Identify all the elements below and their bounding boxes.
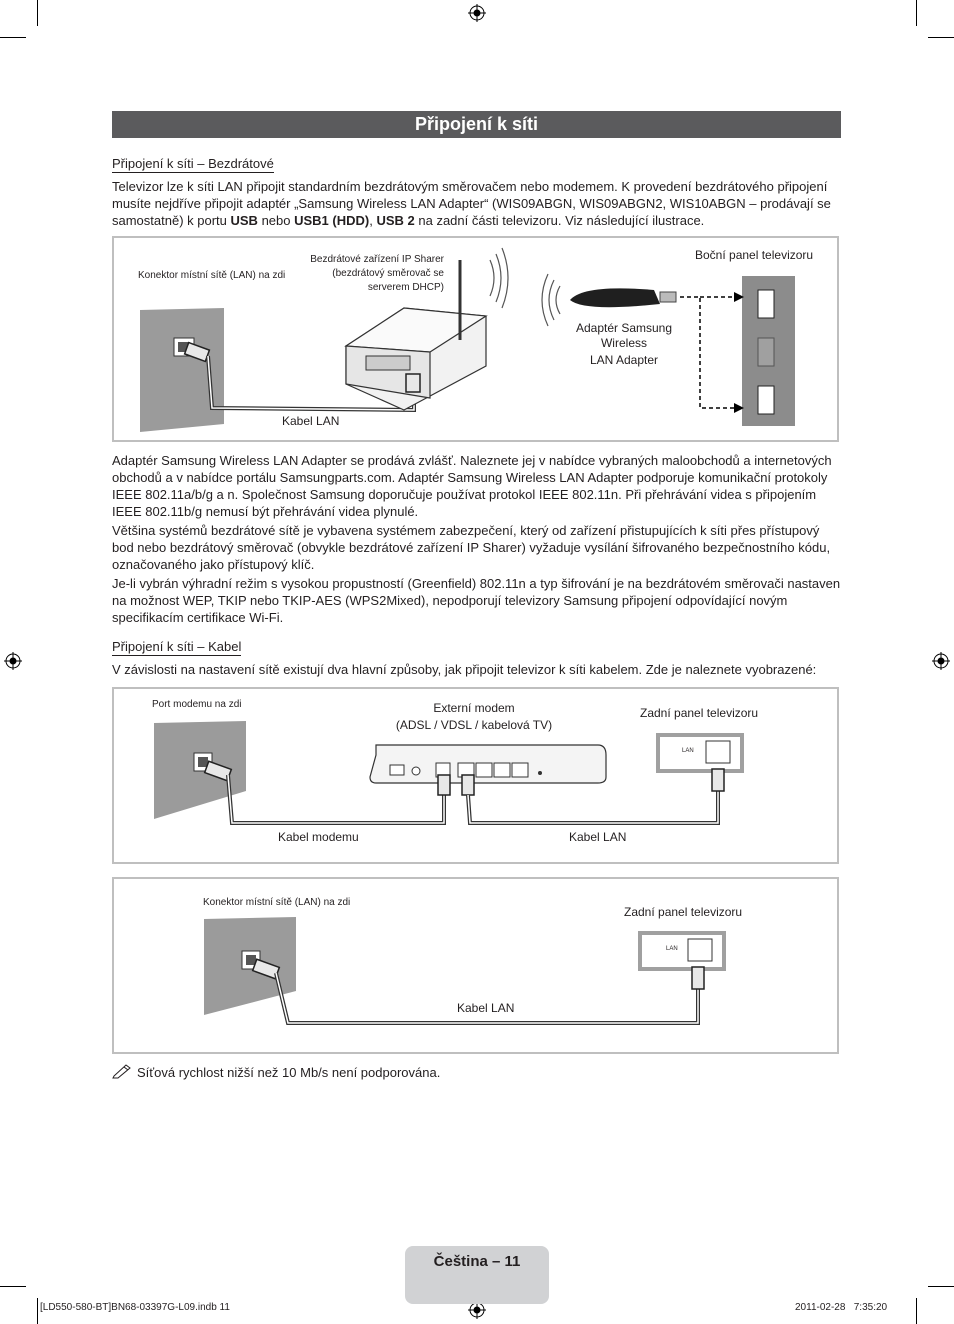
imprint-file: [LD550-580-BT]BN68-03397G-L09.indb 11 bbox=[40, 1302, 230, 1313]
direct-lan-diagram bbox=[112, 877, 839, 1054]
cable-heading: Připojení k síti – Kabel bbox=[112, 639, 242, 654]
usb-port-icon bbox=[758, 386, 774, 414]
wifi-waves-icon bbox=[490, 260, 494, 296]
crop-mark bbox=[0, 37, 26, 38]
side-panel-label: Boční panel televizoru bbox=[695, 248, 814, 262]
note-pencil-icon bbox=[112, 1063, 132, 1079]
modem-cable-label: Kabel modemu bbox=[278, 830, 359, 844]
adapter-label-line-3: LAN Adapter bbox=[589, 353, 659, 367]
lan-plug-icon bbox=[712, 769, 724, 791]
wireless-intro: Televizor lze k síti LAN připojit standardním bezdrátovým směrovačem nebo modemem. K provedení bezdrátového připojení musíte nejdříve připojit adaptér „Samsung Wireless LAN Adapter“ (WIS09ABGN, WIS09ABGN2, WIS10ABGN – prodávají se samostatně) k portu USB nebo USB1 (HDD), USB 2 na zadní části televizoru. Viz následující ilustrace. bbox=[112, 179, 831, 228]
crop-mark bbox=[928, 1286, 954, 1287]
lan-cable bbox=[276, 973, 698, 1023]
wireless-adapter-illustration bbox=[570, 288, 660, 307]
cable-label: Kabel LAN bbox=[282, 414, 340, 428]
registration-mark-icon bbox=[4, 652, 22, 670]
sharer-label-line-2: (bezdrátový směrovač se bbox=[332, 268, 444, 279]
adapter-label-line-2: Wireless bbox=[600, 336, 647, 350]
wireless-heading: Připojení k síti – Bezdrátové bbox=[112, 156, 274, 171]
lan-port-label: LAN bbox=[666, 946, 678, 952]
modem-label-line-1: Externí modem bbox=[433, 701, 515, 715]
lan-plug-icon bbox=[462, 775, 474, 795]
crop-mark bbox=[916, 1298, 917, 1324]
page-title: Připojení k síti bbox=[112, 111, 841, 138]
wall-label: Konektor místní sítě (LAN) na zdi bbox=[203, 897, 351, 908]
wifi-waves-icon bbox=[556, 286, 560, 314]
page-number-tab: Čeština – 11 bbox=[405, 1246, 549, 1304]
cable-intro: V závislosti na nastavení sítě existují dva hlavní způsoby, jak připojit televizor k síti kabelem. Zde je naleznete vyobrazené: bbox=[112, 662, 817, 677]
lan-plug-icon bbox=[406, 374, 420, 392]
wall-label: Port modemu na zdi bbox=[152, 699, 242, 710]
tv-label: Zadní panel televizoru bbox=[640, 706, 759, 720]
imprint-date: 2011-02-28 7:35:20 bbox=[795, 1302, 888, 1313]
wireless-diagram-art bbox=[114, 238, 837, 440]
wall-illustration bbox=[140, 308, 224, 432]
sharer-label-line-3: serverem DHCP) bbox=[367, 282, 444, 293]
crop-mark bbox=[916, 0, 917, 26]
lan-port-label: LAN bbox=[682, 748, 694, 754]
modem-label-line-2: (ADSL / VDSL / kabelová TV) bbox=[395, 718, 553, 732]
registration-mark-icon bbox=[468, 4, 486, 22]
connection-arrow bbox=[680, 297, 734, 408]
tv-label: Zadní panel televizoru bbox=[624, 905, 743, 919]
lan-plug-icon bbox=[692, 967, 704, 989]
wireless-diagram bbox=[112, 236, 839, 442]
wireless-para-3: Je-li vybrán výhradní režim s vysokou propustností (Greenfield) 802.11n a typ šifrování je na bezdrátovém směrovači nastaven na možnost WEP, TKIP nebo TKIP-AES (WPS2Mixed), nepodporují televizory Samsung připojení odpovídající novým specifikacím certifikace Wi-Fi. bbox=[112, 576, 841, 625]
sharer-label-line-1: Bezdrátové zařízení IP Sharer bbox=[310, 254, 444, 265]
registration-mark-icon bbox=[932, 652, 950, 670]
adapter-label-line-1: Adaptér Samsung bbox=[575, 321, 673, 335]
lan-port-icon bbox=[706, 741, 730, 763]
usb-port-icon bbox=[758, 290, 774, 318]
lan-port-icon bbox=[688, 939, 712, 961]
wireless-para-1: Adaptér Samsung Wireless LAN Adapter se prodává zvlášť. Naleznete jej v nabídce vybraných maloobchodů a internetových obchodů a v nabídce portálu Samsungparts.com. Adaptér Samsung Wireless LAN Adapter podporuje komunikační protokoly IEEE 802.11a/b/g a n. Společnost Samsung doporučuje používat protokol IEEE 802.11n. Při přehrávání videa s připojením IEEE 802.11b/g nemusí být přehrávání videa plynulé. bbox=[112, 453, 832, 519]
crop-mark bbox=[0, 1286, 26, 1287]
modem-plug-icon bbox=[438, 775, 450, 795]
crop-mark bbox=[928, 37, 954, 38]
crop-mark bbox=[37, 1298, 38, 1324]
modem-diagram bbox=[112, 687, 839, 864]
lan-cable-label: Kabel LAN bbox=[569, 830, 627, 844]
lan-cable-label: Kabel LAN bbox=[457, 1001, 515, 1015]
lan-cable bbox=[468, 787, 718, 823]
wireless-para-2: Většina systémů bezdrátové sítě je vybavena systémem zabezpečení, který od zařízení přistupujících k síti přes přístupový bod nebo bezdrátový směrovač (obvykle bezdrátové zařízení IP Sharer) vyžaduje vysílání šifrovaného bezpečnostního kódu, označovaného jako přístupový klíč. bbox=[112, 523, 831, 572]
speed-note: Síťová rychlost nižší než 10 Mb/s není podporována. bbox=[137, 1065, 441, 1080]
crop-mark bbox=[37, 0, 38, 26]
wall-label: Konektor místní sítě (LAN) na zdi bbox=[138, 270, 286, 281]
